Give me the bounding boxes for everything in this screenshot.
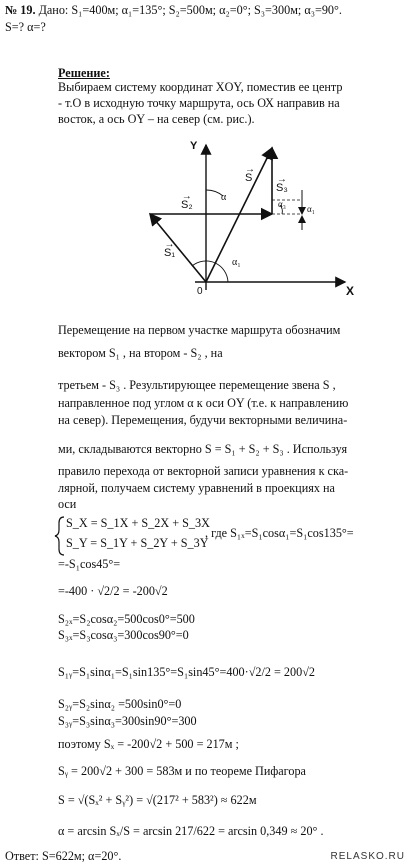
para-line-7: правило перехода от векторной записи уравнения к ска- <box>58 464 349 478</box>
para-line-8: лярной, получаем систему уравнений в проекциях на <box>58 481 335 495</box>
s2-label: → S₂ <box>181 198 193 213</box>
para-line-6: ми, складываются векторно S = S₁ + S₂ + S₃ . Используя <box>58 442 348 456</box>
para-line-3: третьем - S₃ . Результирующее перемещение звена S , <box>58 378 336 392</box>
calc-line-4: S₃ₓ=S₃cosα₃=300cos90°=0 <box>58 628 189 642</box>
calc-line-9: Sᵧ = 200√2 + 300 = 583м и по теореме Пифагора <box>58 764 306 778</box>
para-line-9: оси <box>58 497 77 511</box>
calc-line-6: S₂ᵧ=S₂sinα₂ =500sin0°=0 <box>58 697 182 711</box>
system-eq-2: S_Y = S_1Y + S_2Y + S_3Y <box>66 536 209 550</box>
watermark: RELASKO.RU <box>330 851 405 862</box>
calc-line-3: S₂ₓ=S₂cosα₂=500cos0°=500 <box>58 612 195 626</box>
solution-heading: Решение: <box>58 66 110 80</box>
calc-line-1: =-S₁cos45°= <box>58 557 121 571</box>
s-label: → S <box>245 171 252 186</box>
system-eq-1: S_X = S_1X + S_2X + S_3X <box>66 516 210 530</box>
calc-line-7: S₃ᵧ=S₃sinα₃=300sin90°=300 <box>58 714 197 728</box>
s1-label: → S₁ <box>164 246 175 261</box>
system-note: , где S₁ₓ=S₁cosα₁=S₁cos135°= <box>205 526 354 540</box>
calc-line-10: S = √(Sₓ² + Sᵧ²) = √(217² + 583²) ≈ 622м <box>58 793 257 807</box>
problem-number: № 19. Дано: S₁=400м; α₁=135°; S₂=500м; α₂=0°; S₃=300м; α₃=90°. <box>5 3 342 17</box>
para-line-4: направленное под углом α к оси OY (т.е. к направлению <box>58 396 349 410</box>
alpha-label: α <box>221 192 227 203</box>
para-line-2: вектором S₁ , на втором - S₂ , на <box>58 346 223 360</box>
calc-line-2: =-400 · √2/2 = -200√2 <box>58 584 168 598</box>
para-line-1: Перемещение на первом участке маршрута обозначим <box>58 323 341 337</box>
calc-line-8: поэтому Sₓ = -200√2 + 500 = 217м ; <box>58 737 239 751</box>
system-brace <box>55 517 64 555</box>
alpha1-side-label: α₁ <box>307 204 315 214</box>
axis-x-label: X <box>346 284 355 298</box>
axis-y-label: Y <box>190 140 198 152</box>
origin-label: 0 <box>197 286 203 297</box>
intro-line-3: восток, а ось OY – на север (см. рис.). <box>58 112 255 126</box>
intro-line-2: - т.О в исходную точку маршрута, ось ОХ направив на <box>58 96 340 110</box>
calc-line-5: S₁ᵧ=S₁sinα₁=S₁sin135°=S₁sin45°=400·√2/2 = 200√2 <box>58 665 315 679</box>
answer: Ответ: S=622м; α=20°. <box>5 849 122 863</box>
s3-label: → S₃ <box>276 181 288 196</box>
intro-line-1: Выбираем систему координат XOY, поместив ее центр <box>58 80 343 94</box>
problem-find: S=? α=? <box>5 20 46 34</box>
para-line-5: на север). Перемещения, будучи векторными величина- <box>58 413 348 427</box>
alpha3-label: α₃ <box>278 199 286 209</box>
problem-given: Дано: S₁=400м; α₁=135°; S₂=500м; α₂=0°; S₃=300м; α₃=90°. <box>38 3 342 17</box>
calc-line-11: α = arcsin Sₓ/S = arcsin 217/622 = arcsin 0,349 ≈ 20° . <box>58 824 324 838</box>
alpha1-label: α₁ <box>232 257 241 268</box>
